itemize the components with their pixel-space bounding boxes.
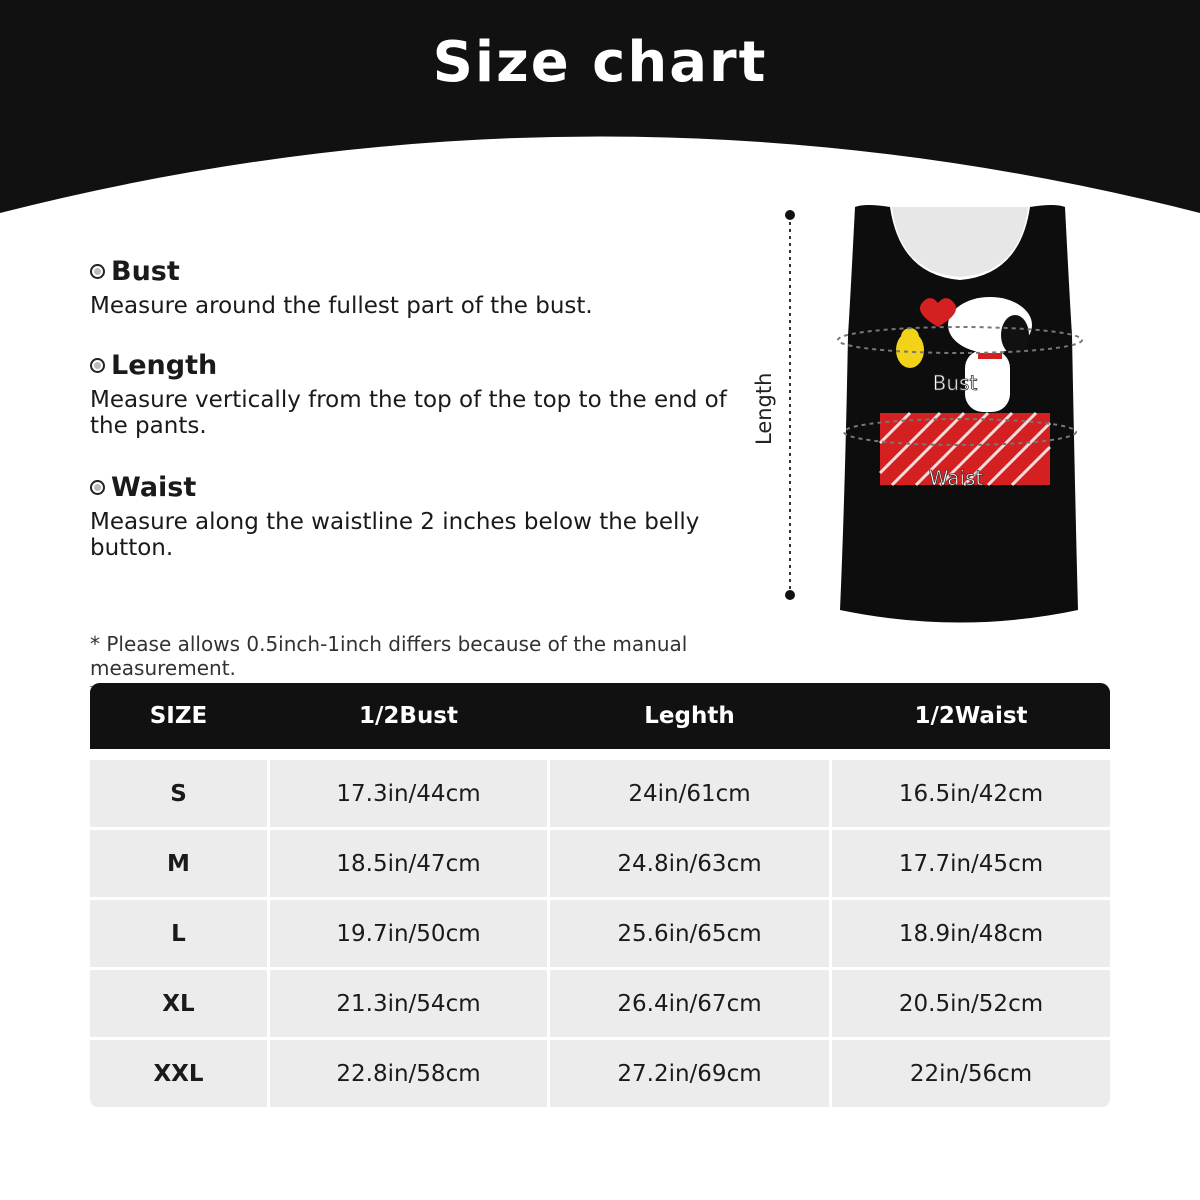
cell-size: M [90,830,267,897]
measure-title: Length [111,350,218,381]
cell-length: 27.2in/69cm [550,1040,829,1107]
table-row [90,970,1110,1037]
table-row [90,760,1110,827]
bullet-icon [90,264,105,279]
cell-bust: 18.5in/47cm [270,830,547,897]
table-row [90,900,1110,967]
cell-waist: 17.7in/45cm [832,830,1110,897]
cell-bust: 17.3in/44cm [270,760,547,827]
cell-bust: 22.8in/58cm [270,1040,547,1107]
measure-title: Bust [111,256,180,287]
measure-waist [90,472,730,561]
bust-label: Bust [932,371,978,395]
bullet-icon [90,480,105,495]
cell-size: L [90,900,267,967]
column-header-waist: 1/2Waist [832,683,1110,749]
bullet-icon [90,358,105,373]
cell-waist: 16.5in/42cm [832,760,1110,827]
table-row [90,1040,1110,1107]
cell-waist: 20.5in/52cm [832,970,1110,1037]
cell-size: XXL [90,1040,267,1107]
cell-length: 24.8in/63cm [550,830,829,897]
table-header [90,683,1110,749]
cell-size: S [90,760,267,827]
waist-label: Waist [928,466,984,490]
column-header-size: SIZE [90,683,267,749]
cell-waist: 22in/56cm [832,1040,1110,1107]
measure-bust [90,256,730,319]
size-table [90,683,1110,1110]
table-row [90,830,1110,897]
measure-title: Waist [111,472,197,503]
length-label: Length [752,372,776,445]
tank-top-illustration [740,195,1100,635]
measurement-note: * Please allows 0.5inch-1inch differs because of the manual measurement. [90,632,816,687]
cell-waist: 18.9in/48cm [832,900,1110,967]
column-header-length: Leghth [550,683,829,749]
cell-bust: 19.7in/50cm [270,900,547,967]
measure-description: Measure along the waistline 2 inches below the belly button. [90,509,700,561]
table-body [90,760,1110,1107]
page-title: Size chart [432,30,768,95]
cell-length: 25.6in/65cm [550,900,829,967]
measure-length [90,350,730,439]
column-header-bust: 1/2Bust [270,683,547,749]
cell-bust: 21.3in/54cm [270,970,547,1037]
cell-size: XL [90,970,267,1037]
cell-length: 24in/61cm [550,760,829,827]
measure-description: Measure around the fullest part of the bust. [90,293,593,319]
measure-description: Measure vertically from the top of the top to the end of the pants. [90,387,727,439]
cell-length: 26.4in/67cm [550,970,829,1037]
